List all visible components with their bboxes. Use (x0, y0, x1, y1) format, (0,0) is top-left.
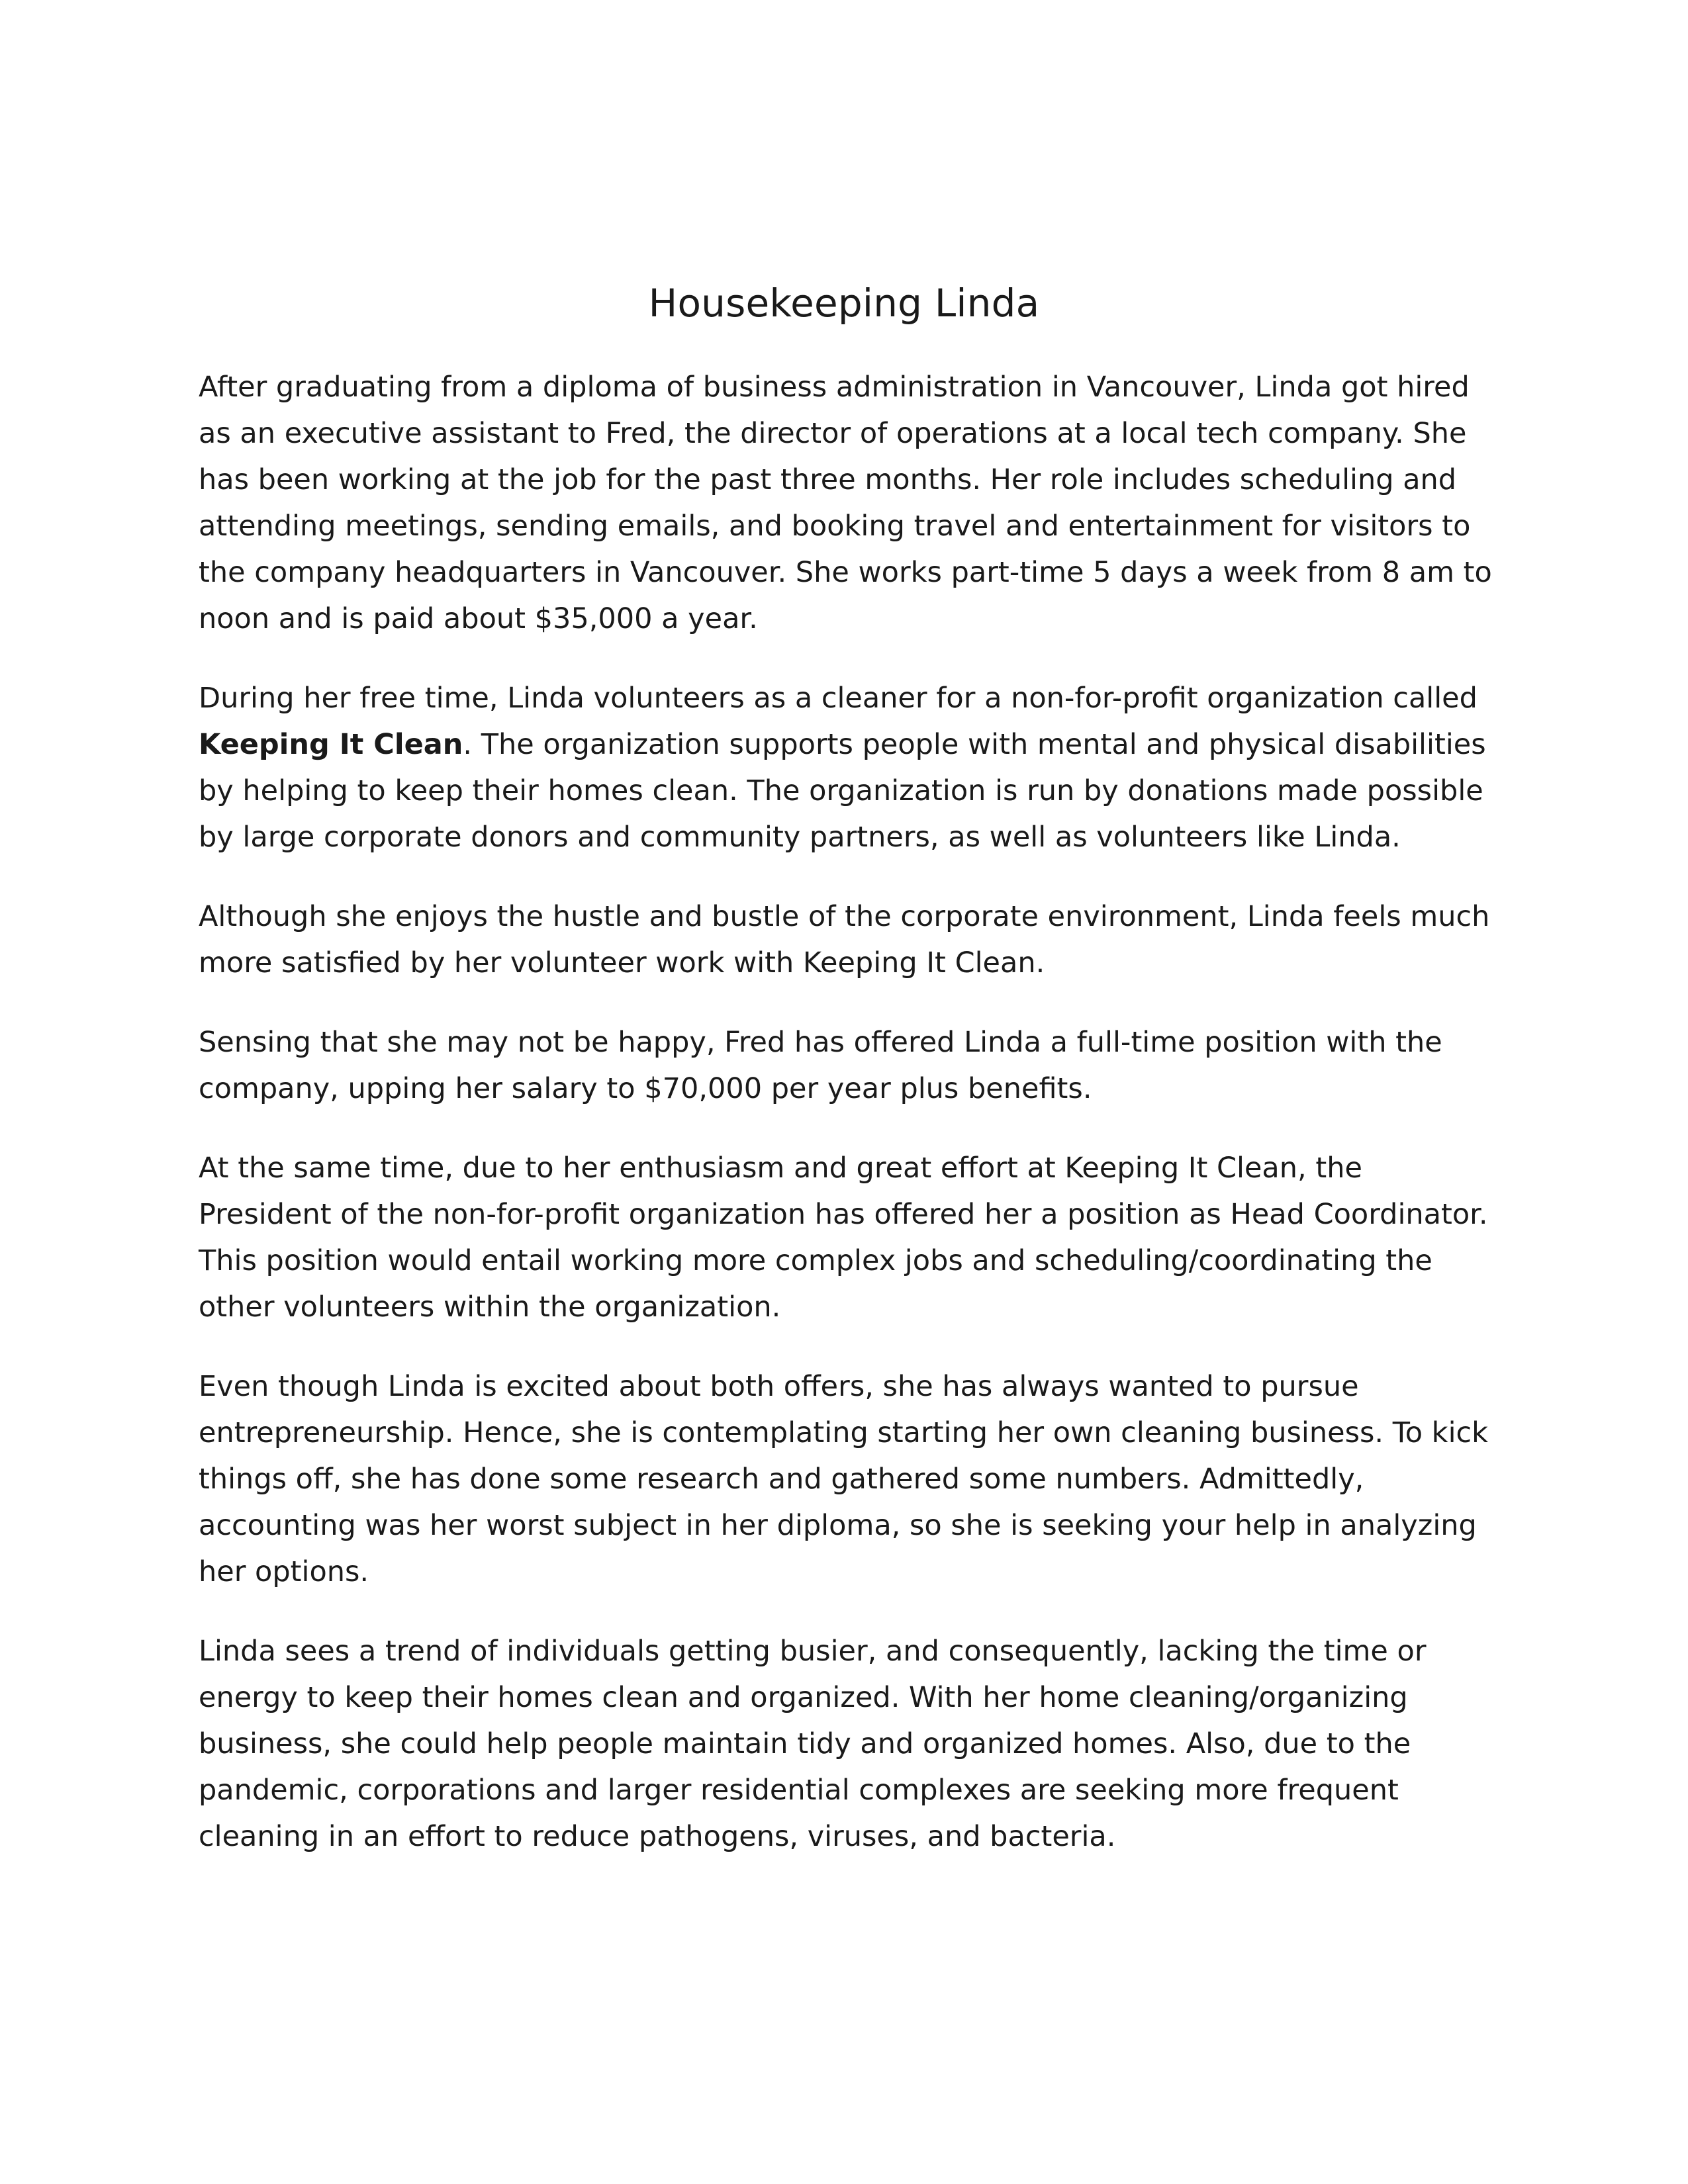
paragraph-fred-offer: Sensing that she may not be happy, Fred has offered Linda a full-time position with the company, upping her salary to $70,000 per year plus benefits. (199, 1026, 1442, 1105)
paragraph-background: After graduating from a diploma of business administration in Vancouver, Linda got hired as an executive assistant to Fred, the director of operations at a local tech company. She has been working at the job for the past three months. Her role includes scheduling and attending meetings, sending emails, and booking travel and entertainment for visitors to the company headquarters in Vancouver. She works part-time 5 days a week from 8 am to noon and is paid about $35,000 a year. (199, 371, 1492, 635)
paragraph-entrepreneurship: Even though Linda is excited about both offers, she has always wanted to pursue entrepreneurship. Hence, she is contemplating starting her own cleaning business. To kick things off, she has done some research and gathered some numbers. Admittedly, accounting was her worst subject in her diploma, so she is seeking your help in analyzing her options. (199, 1370, 1489, 1588)
paragraph-volunteer (199, 675, 1496, 860)
paragraph-market-trend: Linda sees a trend of individuals getting busier, and consequently, lacking the time or energy to keep their homes clean and organized. With her home cleaning/organizing business, she could help people maintain tidy and organized homes. Also, due to the pandemic, corporations and larger residential complexes are seeking more frequent cleaning in an effort to reduce pathogens, viruses, and bacteria. (199, 1635, 1427, 1853)
document-body (199, 364, 1496, 1893)
paragraph-satisfaction: Although she enjoys the hustle and bustle of the corporate environment, Linda feels much more satisfied by her volunteer work with Keeping It Clean. (199, 900, 1490, 979)
document-title: Housekeeping Linda (648, 281, 1040, 326)
paragraph-volunteer-after: . The organization supports people with mental and physical disabilities by helping to keep their homes clean. The organization is run by donations made possible by large corporate donors and community partners, as well as volunteers like Linda. (199, 728, 1486, 854)
paragraph-volunteer-before: During her free time, Linda volunteers as a cleaner for a non-for-profit organization called (199, 682, 1477, 715)
paragraph-nonprofit-offer: At the same time, due to her enthusiasm and great effort at Keeping It Clean, the President of the non-for-profit organization has offered her a position as Head Coordinator. This position would entail working more complex jobs and scheduling/coordinating the other volunteers within the organization. (199, 1152, 1488, 1324)
organization-name-bold: Keeping It Clean (199, 728, 463, 761)
